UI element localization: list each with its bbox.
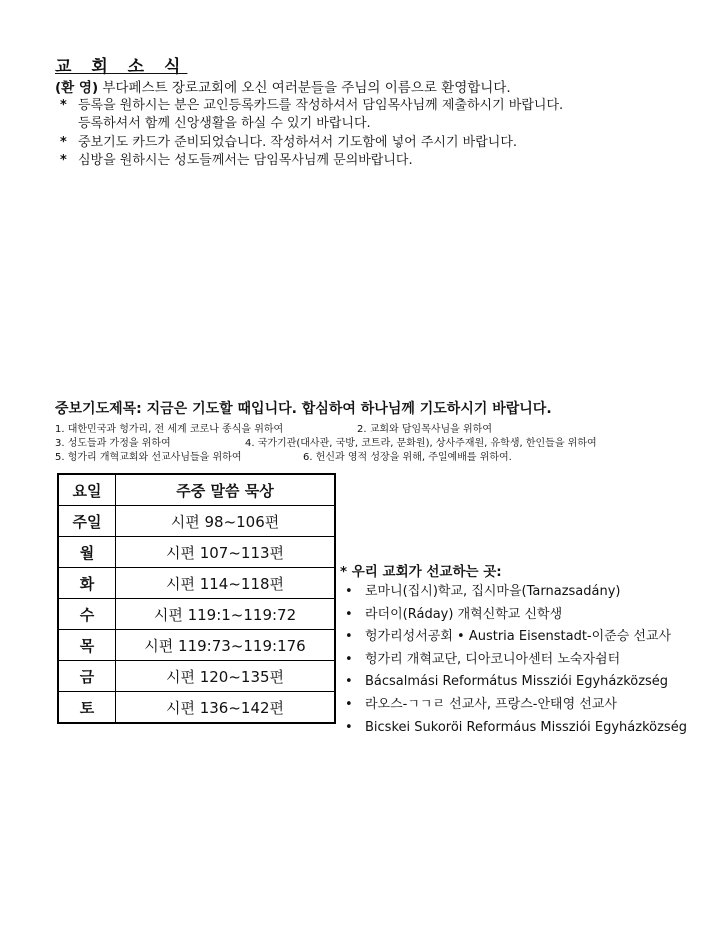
notice-item: [60, 134, 700, 151]
bullet-icon: •: [345, 674, 353, 690]
table-row: [58, 599, 335, 630]
verse-cell: 시편 114~118편: [116, 568, 336, 599]
table-header-row: [58, 474, 335, 506]
welcome-lead: (환 영): [55, 80, 99, 96]
list-item: [345, 694, 687, 717]
list-item: [345, 581, 687, 604]
welcome-text: 부다페스트 장로교회에 오신 여러분들을 주님의 이름으로 환영합니다.: [102, 80, 511, 96]
notice-item: [60, 152, 700, 169]
mission-text: 라더이(Ráday) 개혁신학교 신학생: [365, 606, 563, 622]
mission-text: 라오스-ㄱㄱㄹ 선교사, 프랑스-안태영 선교사: [365, 696, 617, 712]
notice-text: 중보기도 카드가 준비되었습니다. 작성하셔서 기도함에 넣어 주시기 바랍니다.: [78, 135, 518, 150]
verse-cell: 시편 98~106편: [116, 506, 336, 537]
welcome-line: [55, 79, 695, 97]
table-row: [58, 661, 335, 692]
day-cell: 주일: [58, 506, 116, 537]
missions-list: [345, 581, 687, 739]
notice-text: 등록하셔서 함께 신앙생활을 하실 수 있기 바랍니다.: [78, 116, 371, 131]
bullet-icon: •: [345, 719, 353, 735]
prayer-item: 2. 교회와 담임목사님을 위하여: [357, 424, 492, 435]
prayer-text: 지금은 기도할 때입니다. 합심하여 하나님께 기도하시기 바랍니다.: [146, 401, 552, 417]
bullet-icon: •: [345, 651, 353, 667]
mission-text: 헝가리성서공회 • Austria Eisenstadt-이준승 선교사: [365, 629, 672, 645]
bullet-icon: •: [345, 629, 353, 645]
bullet-icon: •: [345, 696, 353, 712]
list-item: [345, 671, 687, 694]
prayer-item: 4. 국가기관(대사관, 국방, 코트라, 문화원), 상사주재원, 유학생, 한인들을 위하여: [245, 438, 597, 449]
star-bullet-icon: *: [60, 98, 67, 113]
header-verse: 주중 말씀 묵상: [116, 474, 336, 506]
day-cell: 토: [58, 692, 116, 724]
mission-text: Bácsalmási Református Missziói Egyházközség: [365, 674, 669, 690]
section-title: 교 회 소 식: [55, 57, 188, 77]
mission-text: 헝가리 개혁교단, 디아코니아센터 노숙자쉼터: [365, 651, 621, 667]
header-day: 요일: [58, 474, 116, 506]
missions-heading: * 우리 교회가 선교하는 곳:: [340, 564, 502, 580]
prayer-item: 6. 헌신과 영적 성장을 위해, 주일예배를 위하여.: [303, 452, 512, 463]
list-item: [345, 604, 687, 627]
list-item: [345, 649, 687, 672]
notice-text: 등록을 원하시는 분은 교인등록카드를 작성하셔서 담임목사님께 제출하시기 바랍니다.: [78, 98, 564, 113]
table-row: [58, 692, 335, 724]
verse-cell: 시편 120~135편: [116, 661, 336, 692]
star-bullet-icon: *: [60, 135, 67, 150]
prayer-item: 1. 대한민국과 헝가리, 전 세계 코로나 종식을 위하여: [55, 424, 284, 435]
verse-cell: 시편 119:1~119:72: [116, 599, 336, 630]
day-cell: 목: [58, 630, 116, 661]
verse-cell: 시편 136~142편: [116, 692, 336, 724]
notice-text: 심방을 원하시는 성도들께서는 담임목사님께 문의바랍니다.: [78, 153, 413, 168]
day-cell: 월: [58, 537, 116, 568]
mission-text: 로마니(집시)학교, 집시마을(Tarnazsadány): [365, 584, 621, 599]
bullet-icon: •: [345, 584, 353, 599]
mission-text: Bicskei Sukoröi Reformáus Missziói Egyházközség: [365, 719, 687, 735]
prayer-item: 5. 헝가리 개혁교회와 선교사님들을 위하여: [55, 452, 242, 463]
meditation-schedule-table: [57, 473, 336, 724]
bullet-icon: •: [345, 606, 353, 622]
notice-item: [60, 97, 700, 114]
list-item: [345, 717, 687, 740]
table-row: [58, 568, 335, 599]
list-item: [345, 626, 687, 649]
day-cell: 화: [58, 568, 116, 599]
day-cell: 수: [58, 599, 116, 630]
star-bullet-icon: *: [60, 153, 67, 168]
verse-cell: 시편 107~113편: [116, 537, 336, 568]
table-row: [58, 506, 335, 537]
table-row: [58, 537, 335, 568]
prayer-heading: [55, 398, 552, 418]
day-cell: 금: [58, 661, 116, 692]
table-row: [58, 630, 335, 661]
notice-item: [60, 115, 700, 132]
prayer-label: 중보기도제목:: [55, 401, 142, 417]
prayer-item: 3. 성도들과 가정을 위하여: [55, 438, 171, 449]
verse-cell: 시편 119:73~119:176: [116, 630, 336, 661]
